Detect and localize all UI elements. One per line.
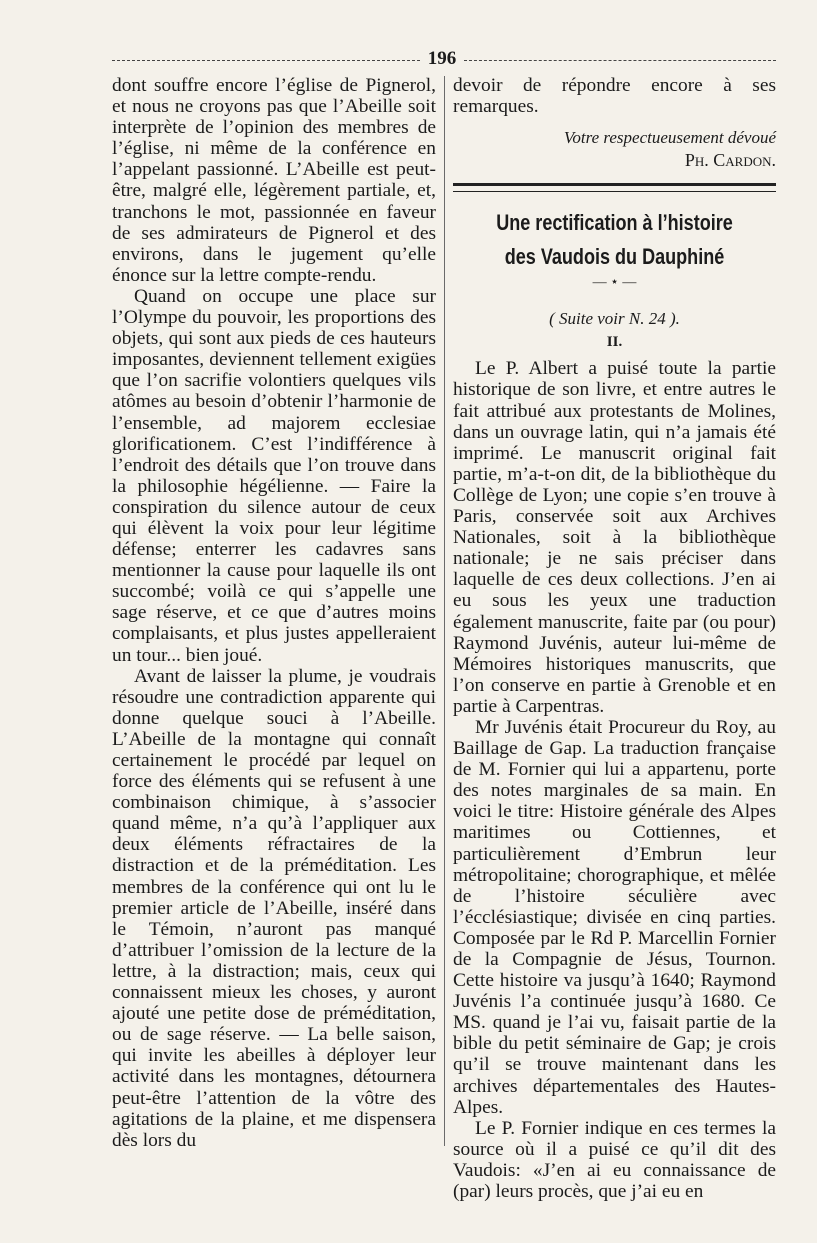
header-rule-left [112,60,420,61]
right-column [453,75,776,1202]
title-ornament: — ⋆ — [592,275,637,291]
left-paragraph-2: Quand on occupe une place sur l’Olympe du pouvoir, les proportions des objets, qui sont aux pieds de ces hauteurs imposantes, deviennent tellement exigües que l’on sacrifie volontiers quelques vils atômes au besoin d’obtenir l’harmonie de l’ensemble, ad majorem ecclesiae glorificationem. C’est l’indifférence à l’endroit des détails que l’on trouve dans la philosophie hégélienne. — Faire la conspiration du silence autour de ceux qui élèvent la voix pour leur légitime défense; enterrer les cadavres sans mentionner la cause pour laquelle ils ont succombé; voilà ce qui s’appelle une sage réserve, et ce que d’autres moins complaisants, et plus justes appelleraient un tour... bien joué. [112,285,436,666]
header-rule-right [464,60,776,61]
left-paragraph-1: dont souffre encore l’église de Pignerol, et nous ne croyons pas que l’Abeille soit interprète de l’opinion des membres de l’église, ni même de la conférence en l’appelant passionné. L’Abeille est peut-être, malgré elle, légèrement partiale, et, tranchons le mot, passionnée en faveur de ses admirateurs de Pignerol et des environs, dans le jugement qu’elle énonce sur la lettre compte-rendu. [112,75,436,286]
letter-closing-text: devoir de répondre encore à ses remarques. [453,75,776,118]
right-paragraph-3: Le P. Fornier indique en ces termes la source où il a puisé ce qu’il dit des Vaudois: «J’en ai eu connaissance de (par) leurs procès, que j’ai eu en [453,1117,776,1203]
article-title-line-2: des Vaudois du Dauphiné [504,244,725,270]
column-divider [444,76,445,1146]
right-paragraph-2: Mr Juvénis était Procureur du Roy, au Baillage de Gap. La traduction française de M. Fornier qui lui a appartenu, porte des notes marginales de sa main. En voici le titre: Histoire générale des Alpes maritimes ou Cottiennes, et particulièrement d’Embrun leur métropolitaine; chorographique, et mêlée de l’histoire séculière avec l’écclésiastique; divisée en cinq parties. Composée par le Rd P. Marcellin Fornier de la Compagnie de Jésus, Tournon. Cette histoire va jusqu’à 1640; Raymond Juvénis l’a continuée jusqu’à 1680. Ce MS. quand je l’ai vu, faisait partie de la bible du petit séminaire de Gap; je crois qu’il se trouve maintenant dans les archives départementales des Hautes-Alpes. [453,716,776,1118]
page-number: 196 [427,48,457,69]
article-title-line-1: Une rectification à l’histoire [496,210,733,236]
left-column [112,75,436,1151]
signature-name: Ph. Cardon. [684,150,776,171]
signature-line: Votre respectueusement dévoué [563,128,776,148]
continuation-note: ( Suite voir N. 24 ). [549,309,680,329]
article-separator [453,183,776,192]
left-paragraph-3: Avant de laisser la plume, je voudrais résoudre une contradiction apparente qui donne quelque souci à l’Abeille. L’Abeille de la montagne qui connaît certainement le procédé par lequel on force des éléments qui se refusent à une combinaison chimique, à s’associer quand même, n’a qu’à l’appliquer aux deux éléments réfractaires de la distraction et de la préméditation. Les membres de la conférence qui ont lu le premier article de l’Abeille, inséré dans le Témoin, n’auront pas manqué d’attribuer l’omission de la lecture de la lettre, à la distraction; mais, ceux qui connaissent mieux les choses, y auront ajouté une petite dose de préméditation, ou de sage réserve. — La belle saison, qui invite les abeilles à déployer leur activité dans les montagnes, détournera peut-être l’attention de la vôtre des agitations de la plaine, et me dispensera dès lors du [112,665,436,1151]
right-paragraph-1: Le P. Albert a puisé toute la partie historique de son livre, et entre autres le fait attribué aux protestants de Molines, dans un ouvrage latin, qui n’a jamais été imprimé. Le manuscrit original fait partie, m’a-t-on dit, de la bibliothèque du Collège de Lyon; une copie s’en trouve à Paris, conservée soit aux Archives Nationales, soit à la bibliothèque nationale; je ne sais préciser dans laquelle de ces deux collections. J’en ai eu sous les yeux une traduction également manuscrite, faite par (ou pour) Raymond Juvénis, auteur lui-même de Mémoires historiques manuscrits, que l’on conserve en partie à Grenoble et en partie à Carpentras. [453,358,776,717]
page-header [112,48,776,70]
section-number: II. [606,334,623,351]
